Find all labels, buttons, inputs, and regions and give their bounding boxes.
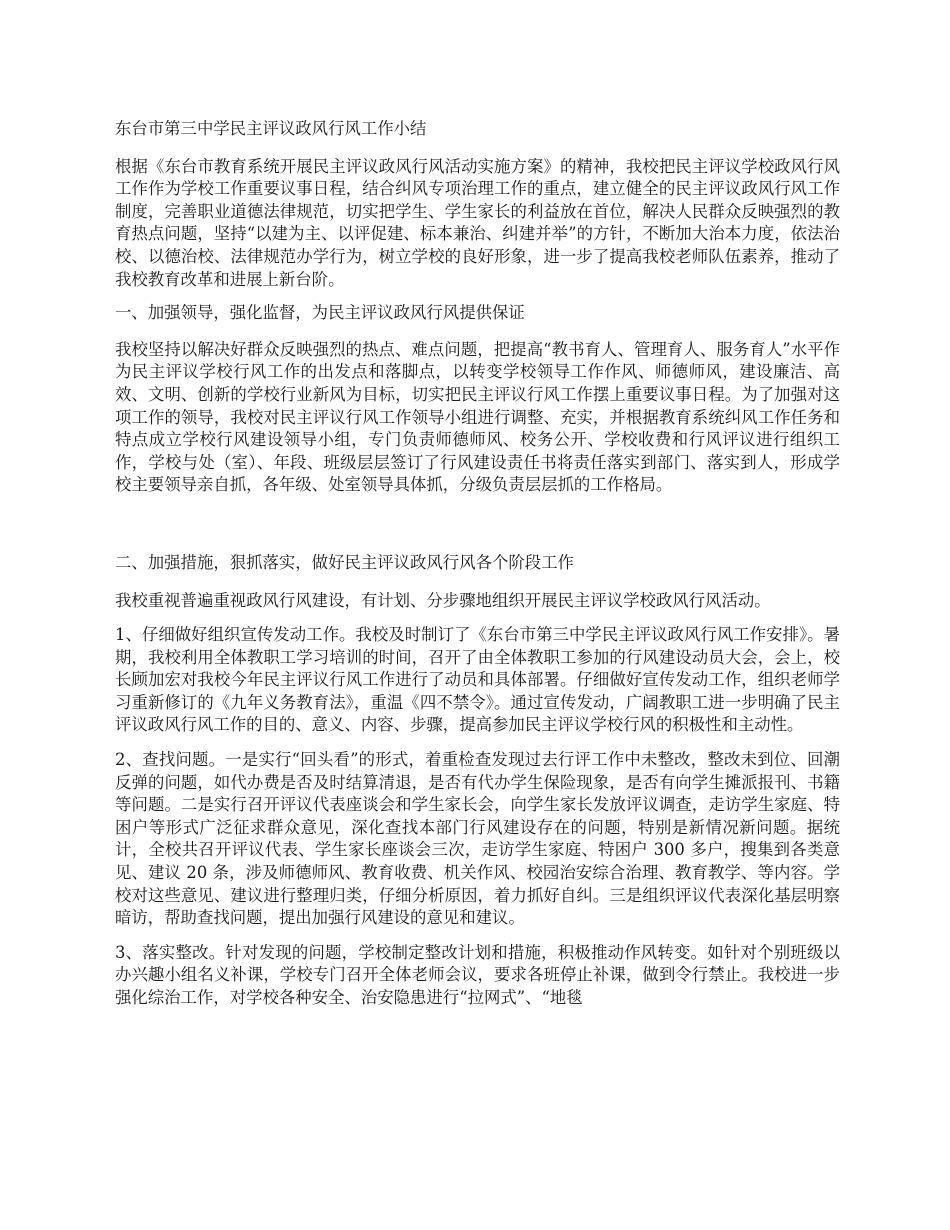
- intro-paragraph: 根据《东台市教育系统开展民主评议政风行风活动实施方案》的精神，我校把民主评议学校政风行风工作作为学校工作重要议事日程，结合纠风专项治理工作的重点，建立健全的民主评议政风行风工作制度，完善职业道德法律规范，切实把学生、学生家长的利益放在首位，解决人民群众反映强烈的教育热点问题，坚持“以建为主、以评促建、标本兼治、纠建并举”的方针，不断加大治本力度，依法治校、以德治校、法律规范办学行为，树立学校的良好形象，进一步了提高我校老师队伍素养，推动了我校教育改革和进展上新台阶。: [115, 156, 840, 289]
- document-page: [115, 118, 840, 1010]
- item-2-paragraph: 2、查找问题。一是实行“回头看”的形式，着重检查发现过去行评工作中未整改，整改未到位、回潮反弹的问题，如代办费是否及时结算清退，是否有代办学生保险现象，是否有向学生摊派报刊、书籍等问题。二是实行召开评议代表座谈会和学生家长会，向学生家长发放评议调查，走访学生家庭、特困户等形式广泛征求群众意见，深化查找本部门行风建设存在的问题，特别是新情况新问题。据统计，全校共召开评议代表、学生家长座谈会三次，走访学生家庭、特困户 300 多户，搜集到各类意见、建议 20 条，涉及师德师风、教育收费、机关作风、校园治安综合治理、教育教学、等内容。学校对这些意见、建议进行整理归类，仔细分析原因，着力抓好自纠。三是组织评议代表深化基层明察暗访，帮助查找问题，提出加强行风建设的意见和建议。: [115, 750, 840, 928]
- section-2-intro: 我校重视普遍重视政风行风建设，有计划、分步骤地组织开展民主评议学校政风行风活动。: [115, 590, 771, 610]
- section-2-heading: 二、加强措施，狠抓落实，做好民主评议政风行风各个阶段工作: [115, 552, 574, 572]
- section-1-body: 我校坚持以解决好群众反映强烈的热点、难点问题，把提高“教书育人、管理育人、服务育人”水平作为民主评议学校行风工作的出发点和落脚点，以转变学校领导工作作风、师德师风，建设廉洁、高效、文明、创新的学校行业新风为目标，切实把民主评议行风工作摆上重要议事日程。为了加强对这项工作的领导，我校对民主评议行风工作领导小组进行调整、充实，并根据教育系统纠风工作任务和特点成立学校行风建设领导小组，专门负责师德师风、校务公开、学校收费和行风评议进行组织工作，学校与处（室）、年段、班级层层签订了行风建设责任书将责任落实到部门、落实到人，形成学校主要领导亲自抓，各年级、处室领导具体抓，分级负责层层抓的工作格局。: [115, 339, 840, 495]
- section-1-heading: 一、加强领导，强化监督，为民主评议政风行风提供保证: [115, 303, 525, 323]
- item-1-paragraph: 1、仔细做好组织宣传发动工作。我校及时制订了《东台市第三中学民主评议政风行风工作安排》。暑期，我校利用全体教职工学习培训的时间，召开了由全体教职工参加的行风建设动员大会，会上，校长顾加宏对我校今年民主评议行风工作进行了动员和具体部署。仔细做好宣传发动工作，组织老师学习重新修订的《九年义务教育法》，重温《四不禁令》。通过宣传发动，广阔教职工进一步明确了民主评议政风行风工作的目的、意义、内容、步骤，提高参加民主评议学校行风的积极性和主动性。: [115, 625, 840, 735]
- item-3-paragraph: 3、落实整改。针对发现的问题，学校制定整改计划和措施，积极推动作风转变。如针对个别班级以办兴趣小组名义补课，学校专门召开全体老师会议，要求各班停止补课，做到令行禁止。我校进一步强化综治工作，对学校各种安全、治安隐患进行“拉网式”、“地毯: [115, 942, 840, 1007]
- document-title: 东台市第三中学民主评议政风行风工作小结: [115, 119, 427, 138]
